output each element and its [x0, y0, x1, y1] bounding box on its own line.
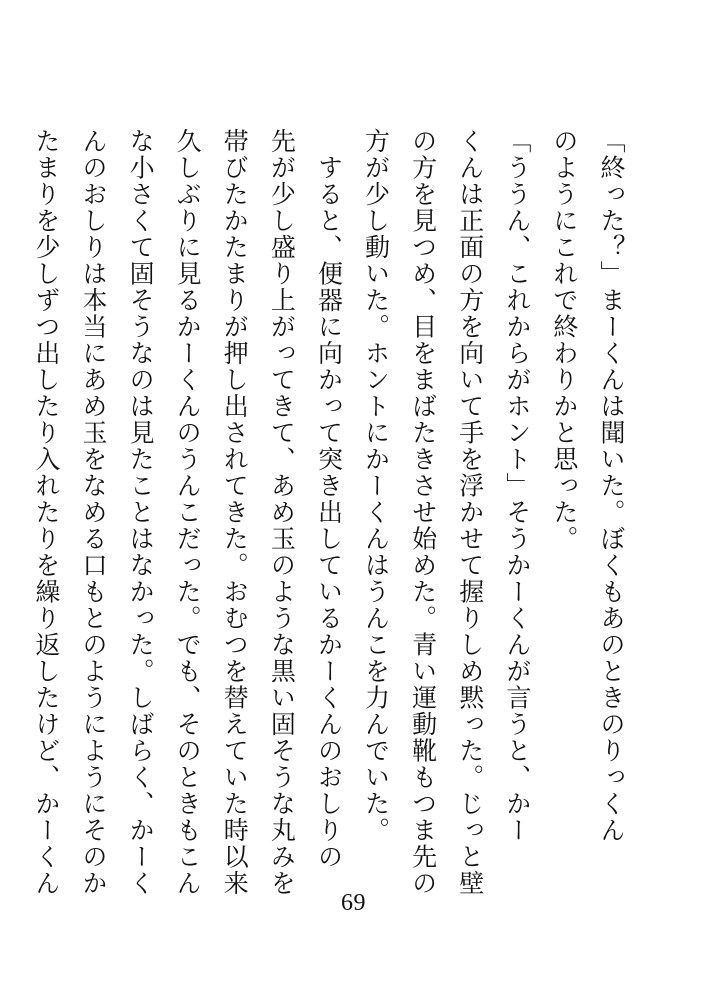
text-line: たまりを少しずつ出したり入れたりを繰り返したけど、かーくん [31, 128, 61, 897]
text-line: くんは正面の方を向いて手を浮かせて握りしめ黙った。じっと壁 [455, 128, 485, 897]
text-line: 方が少し動いた。ホントにかーくんはうんこを力んでいた。 [361, 128, 391, 844]
text-line: のようにこれで終わりかと思った。 [549, 128, 579, 552]
text-line: 「終った？」まーくんは聞いた。ぼくもあのときのりっくん [597, 128, 626, 844]
vertical-text-body [23, 128, 635, 897]
text-line: 「ううん、これからがホント」そうかーくんが言うと、かー [502, 128, 532, 844]
text-line: 久しぶりに見るかーくんのうんこだった。でも、そのときもこん [173, 128, 203, 897]
text-line: 先が少し盛り上がってきて、あめ玉のような黒い固そうな丸みを [267, 128, 297, 897]
text-line: んのおしりは本当にあめ玉をなめる口もとのようにようにそのか [78, 128, 108, 897]
text-line: の方を見つめ、目をまばたきさせ始めた。青い運動靴もつま先の [408, 128, 438, 897]
page-number: 69 [341, 890, 366, 916]
text-line: 帯びたかたまりが押し出されてきた。おむつを替えていた時以来 [220, 128, 250, 897]
text-line: な小さくて固そうなのは見たことはなかった。しばらく、かーく [126, 128, 156, 897]
text-line: すると、便器に向かって突き出しているかーくんのおしりの [314, 128, 344, 870]
